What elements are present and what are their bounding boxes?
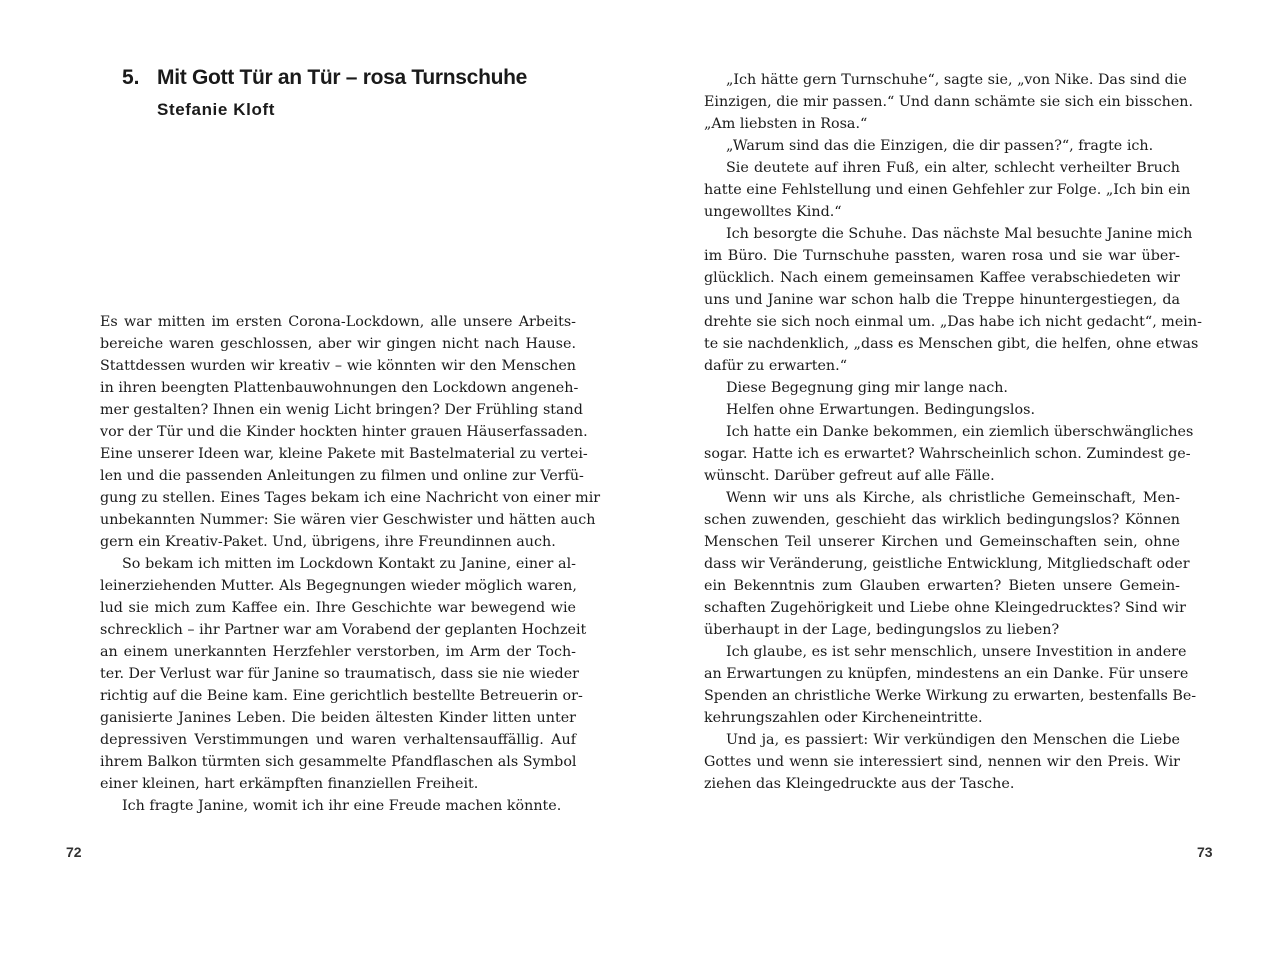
text-line: richtig auf die Beine kam. Eine gerichtlich bestellte Betreuerin or- bbox=[100, 688, 583, 704]
chapter-number: 5. bbox=[122, 66, 140, 89]
text-line: dafür zu erwarten.“ bbox=[704, 358, 847, 374]
page-number: 73 bbox=[1197, 844, 1213, 860]
body-text-left bbox=[100, 311, 601, 817]
text-line: einer kleinen, hart erkämpften finanziellen Freiheit. bbox=[100, 776, 479, 792]
right-page bbox=[640, 0, 1280, 974]
text-line: So bekam ich mitten im Lockdown Kontakt zu Janine, einer al- bbox=[122, 556, 576, 572]
chapter-title: Mit Gott Tür an Tür – rosa Turnschuhe bbox=[157, 66, 528, 89]
text-line: Ich fragte Janine, womit ich ihr eine Freude machen könnte. bbox=[122, 798, 562, 814]
text-line: kehrungszahlen oder Kircheneintritte. bbox=[704, 710, 983, 726]
text-line: schaften Zugehörigkeit und Liebe ohne Kleingedrucktes? Sind wir bbox=[704, 600, 1186, 616]
text-line: hatte eine Fehlstellung und einen Gehfehler zur Folge. „Ich bin ein bbox=[704, 182, 1191, 198]
text-line: „Warum sind das die Einzigen, die dir passen?“, fragte ich. bbox=[726, 138, 1154, 154]
text-line: sogar. Hatte ich es erwartet? Wahrscheinlich schon. Zumindest ge- bbox=[704, 446, 1191, 462]
text-line: gung zu stellen. Eines Tages bekam ich eine Nachricht von einer mir bbox=[100, 490, 601, 506]
text-line: ungewolltes Kind.“ bbox=[704, 204, 842, 220]
text-line: Es war mitten im ersten Corona-Lockdown, alle unsere Arbeits- bbox=[100, 314, 576, 330]
text-line: Diese Begegnung ging mir lange nach. bbox=[726, 380, 1008, 396]
text-line: gern ein Kreativ-Paket. Und, übrigens, ihre Freundinnen auch. bbox=[100, 534, 556, 550]
text-line: an Erwartungen zu knüpfen, mindestens an ein Danke. Für unsere bbox=[704, 666, 1189, 682]
text-line: ter. Der Verlust war für Janine so traumatisch, dass sie nie wieder bbox=[100, 666, 579, 682]
text-line: unbekannten Nummer: Sie wären vier Geschwister und hätten auch bbox=[100, 512, 596, 528]
text-line: ihrem Balkon türmten sich gesammelte Pfandflaschen als Symbol bbox=[100, 754, 577, 770]
text-line: wünscht. Darüber gefreut auf alle Fälle. bbox=[704, 468, 995, 484]
text-line: schrecklich – ihr Partner war am Vorabend der geplanten Hochzeit bbox=[100, 622, 587, 638]
text-line: te sie nachdenklich, „dass es Menschen gibt, die helfen, ohne etwas bbox=[704, 336, 1199, 352]
text-line: Ich besorgte die Schuhe. Das nächste Mal besuchte Janine mich bbox=[726, 226, 1193, 242]
text-line: „Am liebsten in Rosa.“ bbox=[704, 116, 868, 132]
text-line: Spenden an christliche Werke Wirkung zu erwarten, bestenfalls Be- bbox=[704, 688, 1197, 704]
text-line: in ihren beengten Plattenbauwohnungen den Lockdown angeneh- bbox=[100, 380, 579, 396]
text-line: ganisierte Janines Leben. Die beiden ältesten Kinder litten unter bbox=[100, 710, 576, 726]
text-line: Helfen ohne Erwartungen. Bedingungslos. bbox=[726, 402, 1035, 418]
text-line: Menschen Teil unserer Kirchen und Gemeinschaften sein, ohne bbox=[704, 534, 1180, 550]
text-line: len und die passenden Anleitungen zu filmen und online zur Verfü- bbox=[100, 468, 584, 484]
text-line: Ich glaube, es ist sehr menschlich, unsere Investition in andere bbox=[726, 644, 1187, 660]
text-line: lud sie mich zum Kaffee ein. Ihre Geschichte war bewegend wie bbox=[100, 600, 576, 616]
text-line: uns und Janine war schon halb die Treppe hinuntergestiegen, da bbox=[704, 292, 1180, 308]
text-line: schen zuwenden, geschieht das wirklich bedingungslos? Können bbox=[704, 512, 1180, 528]
body-text-right bbox=[704, 69, 1202, 795]
text-line: Wenn wir uns als Kirche, als christliche Gemeinschaft, Men- bbox=[726, 490, 1180, 506]
text-line: ein Bekenntnis zum Glauben erwarten? Bieten unsere Gemein- bbox=[704, 578, 1180, 594]
text-line: depressiven Verstimmungen und waren verhaltensauffällig. Auf bbox=[100, 732, 576, 748]
text-line: drehte sie sich noch einmal um. „Das habe ich nicht gedacht“, mein- bbox=[704, 314, 1202, 330]
text-line: an einem unerkannten Herzfehler verstorben, im Arm der Toch- bbox=[100, 644, 576, 660]
text-line: mer gestalten? Ihnen ein wenig Licht bringen? Der Frühling stand bbox=[100, 402, 583, 418]
page-number: 72 bbox=[66, 844, 82, 860]
chapter-author: Stefanie Kloft bbox=[157, 100, 275, 119]
text-line: dass wir Veränderung, geistliche Entwicklung, Mitgliedschaft oder bbox=[704, 556, 1190, 572]
text-line: leinerziehenden Mutter. Als Begegnungen wieder möglich waren, bbox=[100, 578, 577, 594]
text-line: überhaupt in der Lage, bedingungslos zu lieben? bbox=[704, 622, 1060, 638]
text-line: Und ja, es passiert: Wir verkündigen den Menschen die Liebe bbox=[726, 732, 1180, 748]
text-line: Eine unserer Ideen war, kleine Pakete mit Bastelmaterial zu vertei- bbox=[100, 446, 588, 462]
text-line: ziehen das Kleingedruckte aus der Tasche. bbox=[704, 776, 1015, 792]
text-line: Sie deutete auf ihren Fuß, ein alter, schlecht verheilter Bruch bbox=[726, 160, 1180, 176]
text-line: im Büro. Die Turnschuhe passten, waren rosa und sie war über- bbox=[704, 248, 1180, 264]
text-line: vor der Tür und die Kinder hockten hinter grauen Häuserfassaden. bbox=[100, 424, 588, 440]
text-line: Stattdessen wurden wir kreativ – wie könnten wir den Menschen bbox=[100, 358, 576, 374]
text-line: glücklich. Nach einem gemeinsamen Kaffee verabschiedeten wir bbox=[704, 270, 1180, 286]
text-line: bereiche waren geschlossen, aber wir gingen nicht nach Hause. bbox=[100, 336, 576, 352]
text-line: Ich hatte ein Danke bekommen, ein ziemlich überschwängliches bbox=[726, 424, 1194, 440]
text-line: „Ich hätte gern Turnschuhe“, sagte sie, „von Nike. Das sind die bbox=[726, 72, 1187, 88]
text-line: Einzigen, die mir passen.“ Und dann schämte sie sich ein bisschen. bbox=[704, 94, 1194, 110]
text-line: Gottes und wenn sie interessiert sind, nennen wir den Preis. Wir bbox=[704, 754, 1180, 770]
